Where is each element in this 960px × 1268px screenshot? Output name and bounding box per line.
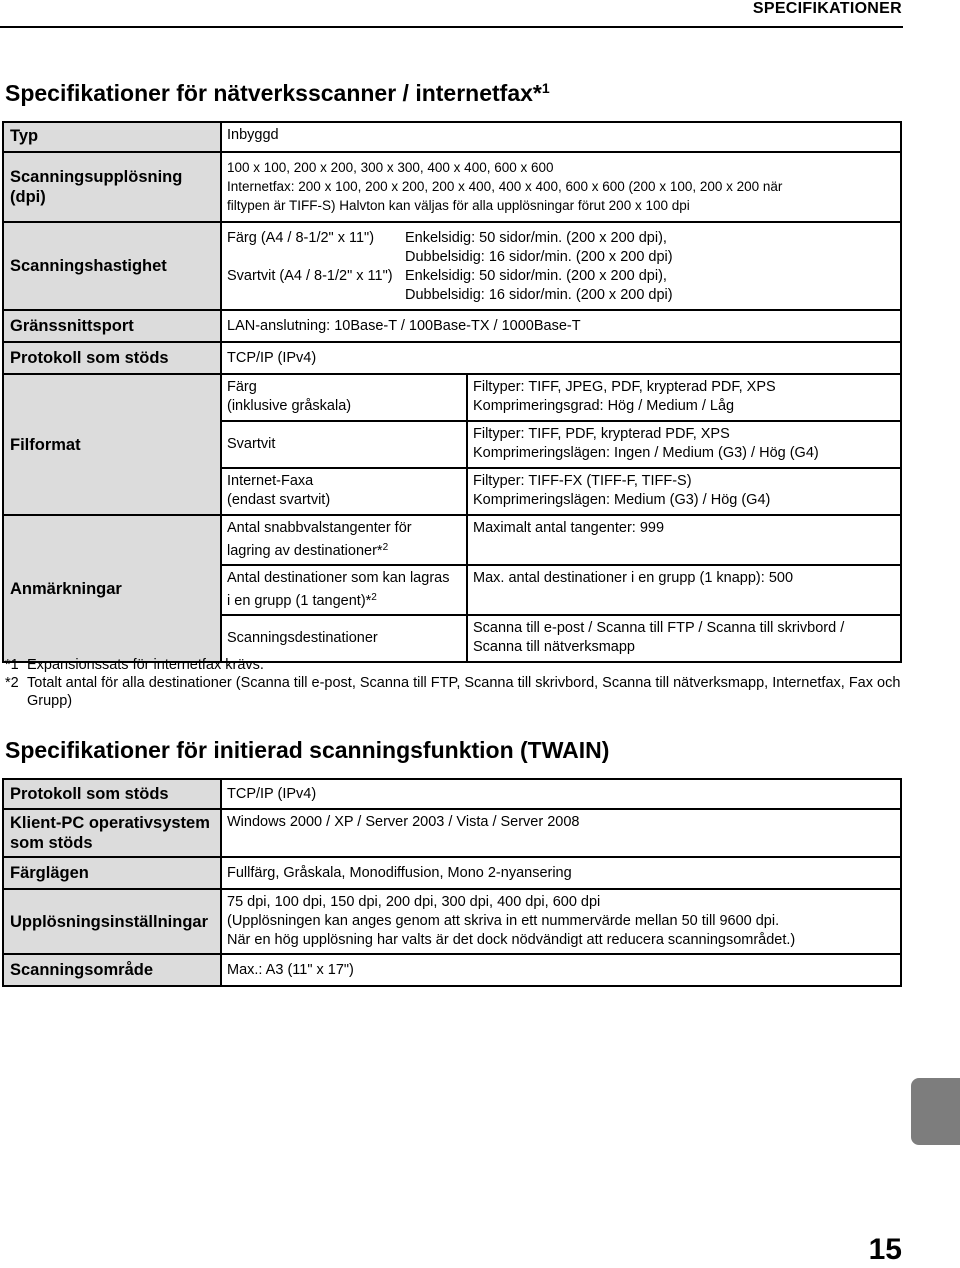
header-rule	[0, 26, 903, 28]
remarks-group-value: Max. antal destinationer i en grupp (1 knapp): 500	[467, 565, 901, 615]
row-label-resolution: Scanningsupplösning (dpi)	[3, 152, 221, 222]
type-value: Inbyggd	[221, 122, 901, 152]
footnote-1: *1 Expansionssats för internetfax krävs.	[5, 657, 264, 673]
remarks-speeddial-value: Maximalt antal tangenter: 999	[467, 515, 901, 565]
row-label-type: Typ	[3, 122, 221, 152]
twain-label-protocol: Protokoll som stöds	[3, 779, 221, 809]
fileformat-ifax-label: Internet-Faxa (endast svartvit)	[221, 468, 467, 515]
twain-protocol-value: TCP/IP (IPv4)	[221, 779, 901, 809]
protocol-value: TCP/IP (IPv4)	[221, 342, 901, 374]
network-scanner-spec-table	[2, 121, 902, 663]
section1-title: Specifikationer för nätverksscanner / internetfax*$^1$	[5, 80, 550, 106]
twain-color-modes-value: Fullfärg, Gråskala, Monodiffusion, Mono 2-nyansering	[221, 857, 901, 889]
fileformat-color-label: Färg (inklusive gråskala)	[221, 374, 467, 421]
chapter-tab	[911, 1078, 960, 1145]
interface-value: LAN-anslutning: 10Base-T / 100Base-TX / 1000Base-T	[221, 310, 901, 342]
speed-value: Färg (A4 / 8-1/2" x 11") Enkelsidig: 50 sidor/min. (200 x 200 dpi), Dubbelsidig: 16 sidor/min. (200 x 200 dpi) Svartvit (A4 / 8-1/2" x 11") Enkelsidig: 50 sidor/min. (200 x 200 dpi), Dubbelsidig: 16 sidor/min. (200 x 200 dpi)	[221, 222, 901, 310]
fileformat-bw-label: Svartvit	[221, 421, 467, 468]
twain-label-os: Klient-PC operativsystem som stöds	[3, 809, 221, 857]
twain-resolution-value: 75 dpi, 100 dpi, 150 dpi, 200 dpi, 300 dpi, 400 dpi, 600 dpi (Upplösningen kan anges genom att skriva in ett nummervärde mellan 50 till 9600 dpi. När en hög upplösning har valts är det dock nödvändigt att reducera scanningsområdet.)	[221, 889, 901, 954]
footnotes	[5, 656, 905, 710]
row-label-speed: Scanningshastighet	[3, 222, 221, 310]
fileformat-ifax-value: Filtyper: TIFF-FX (TIFF-F, TIFF-S) Komprimeringslägen: Medium (G3) / Hög (G4)	[467, 468, 901, 515]
row-label-fileformat: Filformat	[3, 374, 221, 515]
twain-os-value: Windows 2000 / XP / Server 2003 / Vista / Server 2008	[221, 809, 901, 857]
section2-title: Specifikationer för initierad scanningsfunktion (TWAIN)	[5, 737, 610, 763]
resolution-value: 100 x 100, 200 x 200, 300 x 300, 400 x 400, 600 x 600 Internetfax: 200 x 100, 200 x 200, 200 x 400, 400 x 400, 600 x 600 (200 x 100, 200 x 200 när filtypen är TIFF-S) Halvton kan väljas för alla upplösningar förut 200 x 100 dpi	[221, 152, 901, 222]
row-label-interface: Gränssnittsport	[3, 310, 221, 342]
twain-area-value: Max.: A3 (11" x 17")	[221, 954, 901, 986]
page-number: 15	[868, 1233, 902, 1266]
twain-spec-table	[2, 778, 902, 987]
footnote-2: *2 Totalt antal för alla destinationer (Scanna till e-post, Scanna till FTP, Scanna till skrivbord, Scanna till nätverksmapp, Internetfax, Fax och Grupp)	[5, 675, 901, 709]
remarks-group-label: Antal destinationer som kan lagras i en grupp (1 tangent)*$^2$	[221, 565, 467, 615]
remarks-destinations-label: Scanningsdestinationer	[221, 615, 467, 662]
running-header: SPECIFIKATIONER	[752, 0, 902, 17]
remarks-speeddial-label: Antal snabbvalstangenter för lagring av destinationer*$^2$	[221, 515, 467, 565]
twain-label-area: Scanningsområde	[3, 954, 221, 986]
fileformat-bw-value: Filtyper: TIFF, PDF, krypterad PDF, XPS Komprimeringslägen: Ingen / Medium (G3) / Hög (G4)	[467, 421, 901, 468]
remarks-destinations-value: Scanna till e-post / Scanna till FTP / Scanna till skrivbord / Scanna till nätverksmapp	[467, 615, 901, 662]
row-label-remarks: Anmärkningar	[3, 515, 221, 662]
fileformat-color-value: Filtyper: TIFF, JPEG, PDF, krypterad PDF, XPS Komprimeringsgrad: Hög / Medium / Låg	[467, 374, 901, 421]
twain-label-color-modes: Färglägen	[3, 857, 221, 889]
row-label-protocol: Protokoll som stöds	[3, 342, 221, 374]
twain-label-resolution: Upplösningsinställningar	[3, 889, 221, 954]
